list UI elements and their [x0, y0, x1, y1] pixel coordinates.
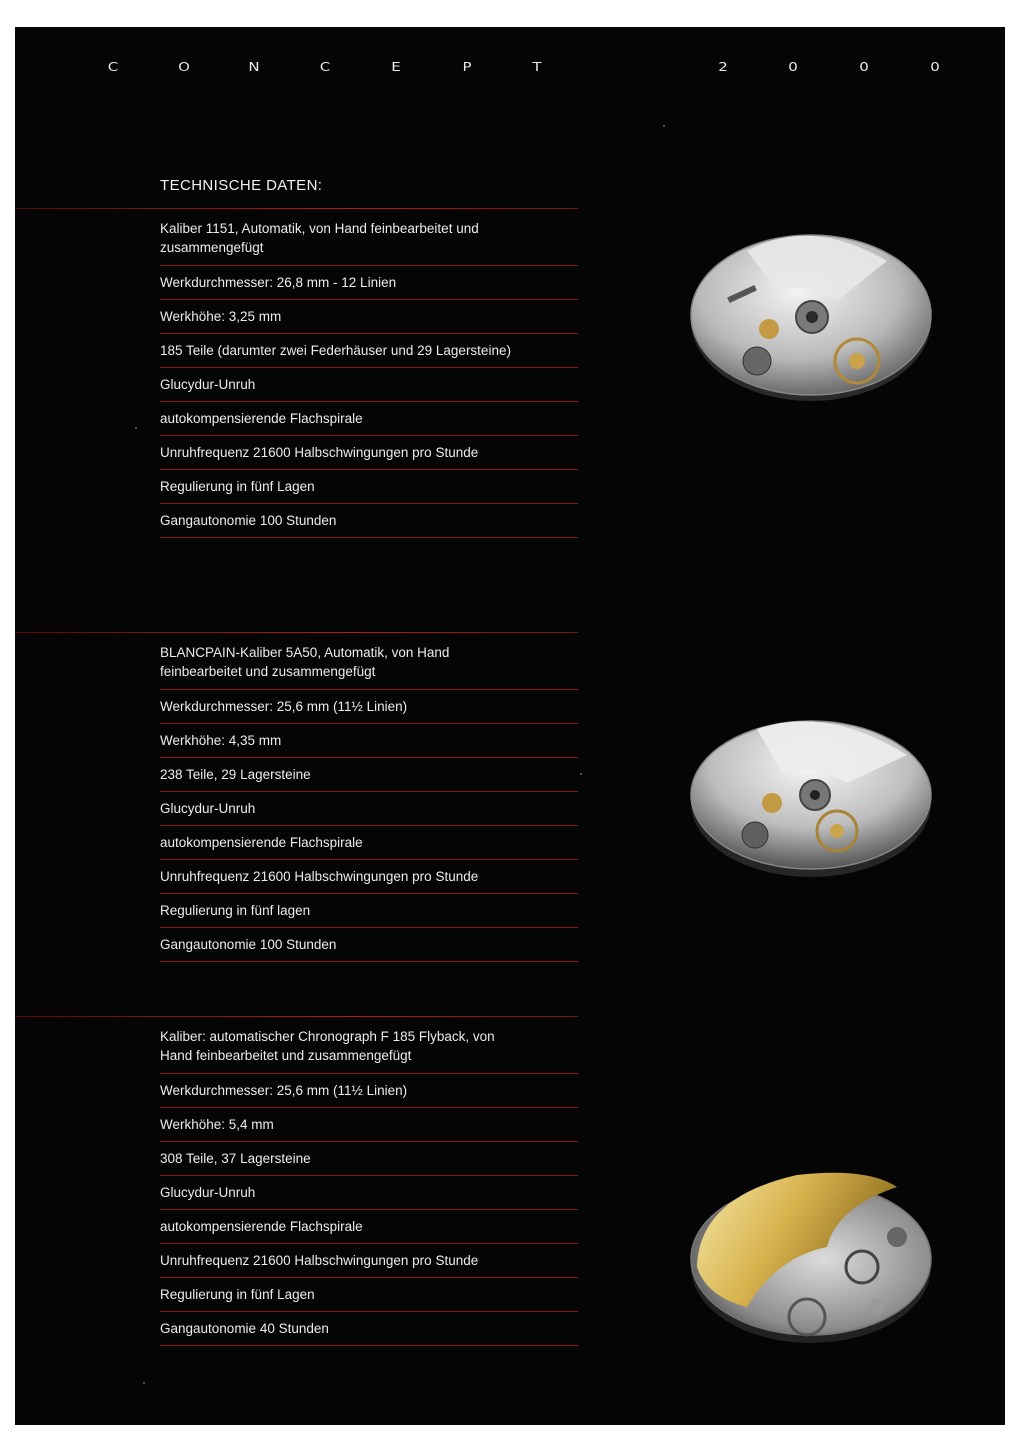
spec-row: Werkdurchmesser: 25,6 mm (11½ Linien) — [160, 1074, 578, 1108]
spec-row: Unruhfrequenz 21600 Halbschwingungen pro Stunde — [160, 860, 578, 894]
spec-row: Gangautonomie 100 Stunden — [160, 928, 578, 962]
spec-row: Regulierung in fünf lagen — [160, 894, 578, 928]
spec-row: autokompensierende Flachspirale — [160, 826, 578, 860]
spec-row: Werkhöhe: 5,4 mm — [160, 1108, 578, 1142]
header-letter: C — [107, 60, 119, 74]
movement-1151-image — [687, 221, 935, 407]
spec-row: Unruhfrequenz 21600 Halbschwingungen pro Stunde — [160, 1244, 578, 1278]
spec-row: Werkhöhe: 3,25 mm — [160, 300, 578, 334]
spec-row: Glucydur-Unruh — [160, 792, 578, 826]
spec-row: Kaliber 1151, Automatik, von Hand feinbearbeitet und zusammengefügt — [160, 209, 578, 266]
header-letter: N — [248, 60, 261, 74]
spec-row: Werkdurchmesser: 25,6 mm (11½ Linien) — [160, 690, 578, 724]
header-letter: 0 — [788, 60, 799, 74]
spec-row: 308 Teile, 37 Lagersteine — [160, 1142, 578, 1176]
spec-row: Glucydur-Unruh — [160, 368, 578, 402]
spec-row: Glucydur-Unruh — [160, 1176, 578, 1210]
spec-row: 238 Teile, 29 Lagersteine — [160, 758, 578, 792]
header-letter: 2 — [717, 60, 728, 74]
spec-row: autokompensierende Flachspirale — [160, 402, 578, 436]
concept-2000-header — [105, 60, 943, 74]
spec-row: Werkhöhe: 4,35 mm — [160, 724, 578, 758]
header-letter: T — [532, 60, 542, 74]
header-letter: E — [391, 60, 401, 74]
spec-section-3 — [160, 1017, 578, 1346]
spec-row: autokompensierende Flachspirale — [160, 1210, 578, 1244]
header-letter: P — [462, 60, 472, 74]
spec-row: BLANCPAIN-Kaliber 5A50, Automatik, von Hand feinbearbeitet und zusammengefügt — [160, 633, 578, 690]
spec-row: Gangautonomie 40 Stunden — [160, 1312, 578, 1346]
spec-section-1 — [160, 209, 578, 538]
speck — [580, 773, 582, 775]
movement-5a50-image — [687, 711, 935, 881]
speck — [143, 1382, 145, 1384]
speck — [135, 427, 137, 429]
spec-row: Unruhfrequenz 21600 Halbschwingungen pro Stunde — [160, 436, 578, 470]
spec-row: Regulierung in fünf Lagen — [160, 470, 578, 504]
spec-row: Werkdurchmesser: 26,8 mm - 12 Linien — [160, 266, 578, 300]
brochure-page — [15, 27, 1005, 1425]
spec-row: Gangautonomie 100 Stunden — [160, 504, 578, 538]
header-letter: O — [177, 60, 190, 74]
page-title: TECHNISCHE DATEN: — [160, 177, 323, 194]
spec-row: 185 Teile (darumter zwei Federhäuser und 29 Lagersteine) — [160, 334, 578, 368]
movement-f185-image — [687, 1167, 935, 1347]
spec-section-2 — [160, 633, 578, 962]
spec-row: Regulierung in fünf Lagen — [160, 1278, 578, 1312]
speck — [663, 125, 665, 127]
spec-row: Kaliber: automatischer Chronograph F 185 Flyback, von Hand feinbearbeitet und zusammengefügt — [160, 1017, 578, 1074]
header-letter: 0 — [859, 60, 869, 74]
header-letter: 0 — [930, 60, 940, 74]
header-letter: C — [319, 60, 331, 74]
